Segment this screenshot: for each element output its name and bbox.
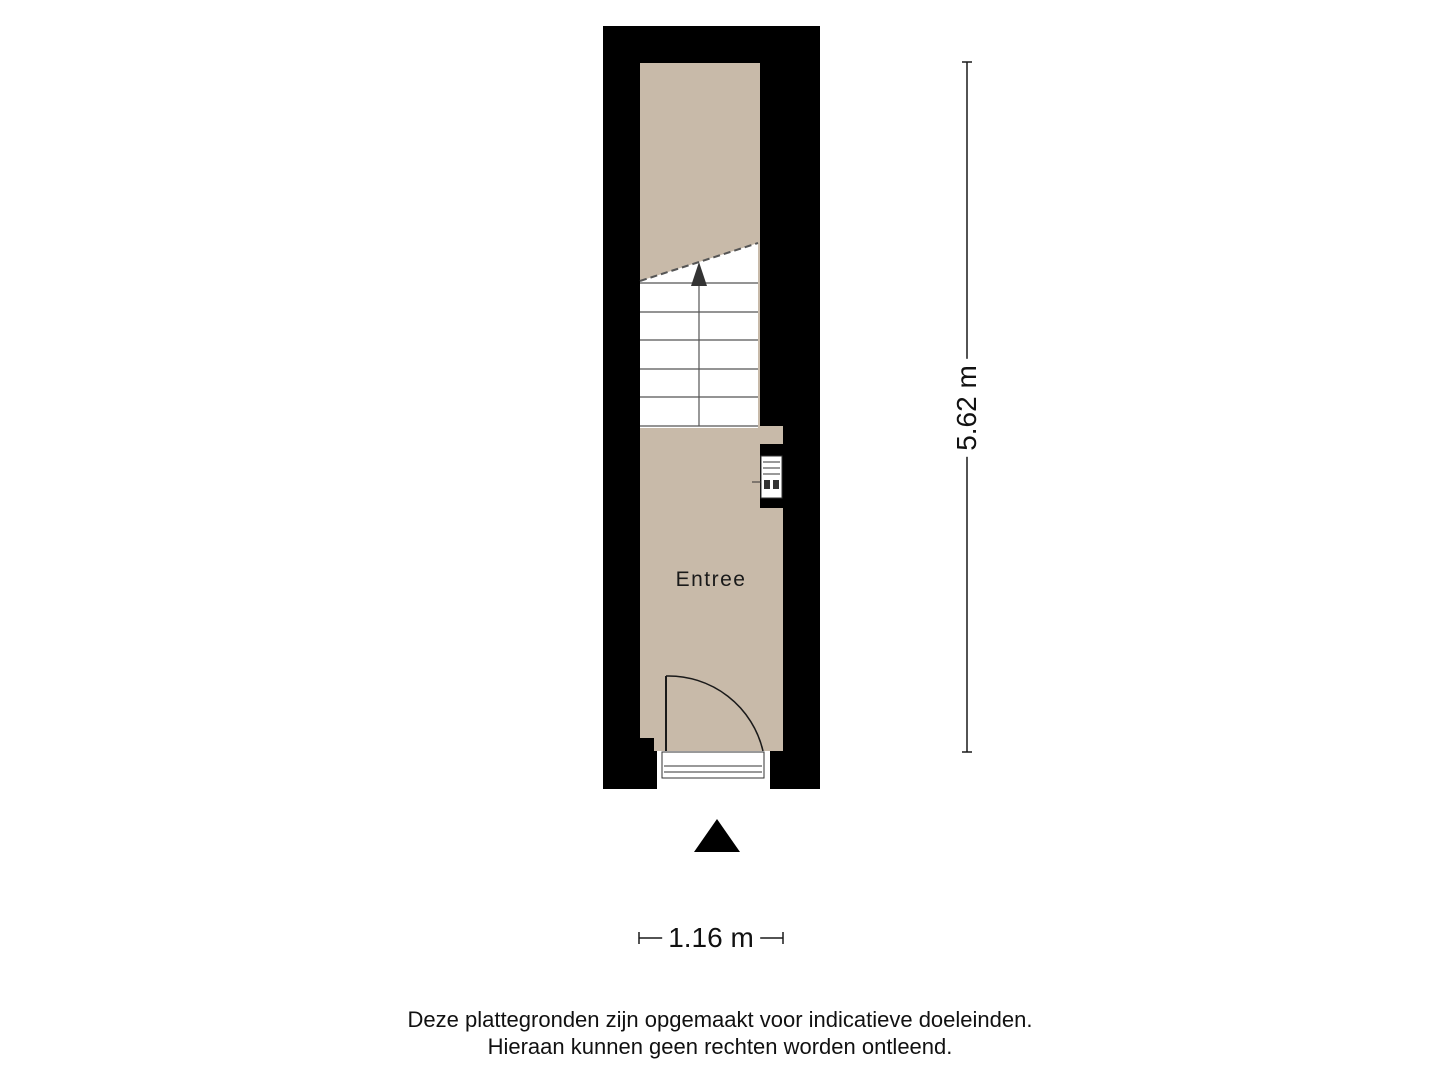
- room-label-entree: Entree: [675, 568, 747, 591]
- disclaimer-line-1: Deze plattegronden zijn opgemaakt voor indicatieve doeleinden.: [407, 1007, 1033, 1032]
- disclaimer-line-2: Hieraan kunnen geen rechten worden ontleend.: [487, 1034, 953, 1059]
- north-arrow-icon: [694, 819, 740, 852]
- length-dimension-label: 5.62 m: [951, 359, 983, 457]
- width-dimension-label: 1.16 m: [662, 922, 760, 954]
- disclaimer: [0, 1006, 1440, 1060]
